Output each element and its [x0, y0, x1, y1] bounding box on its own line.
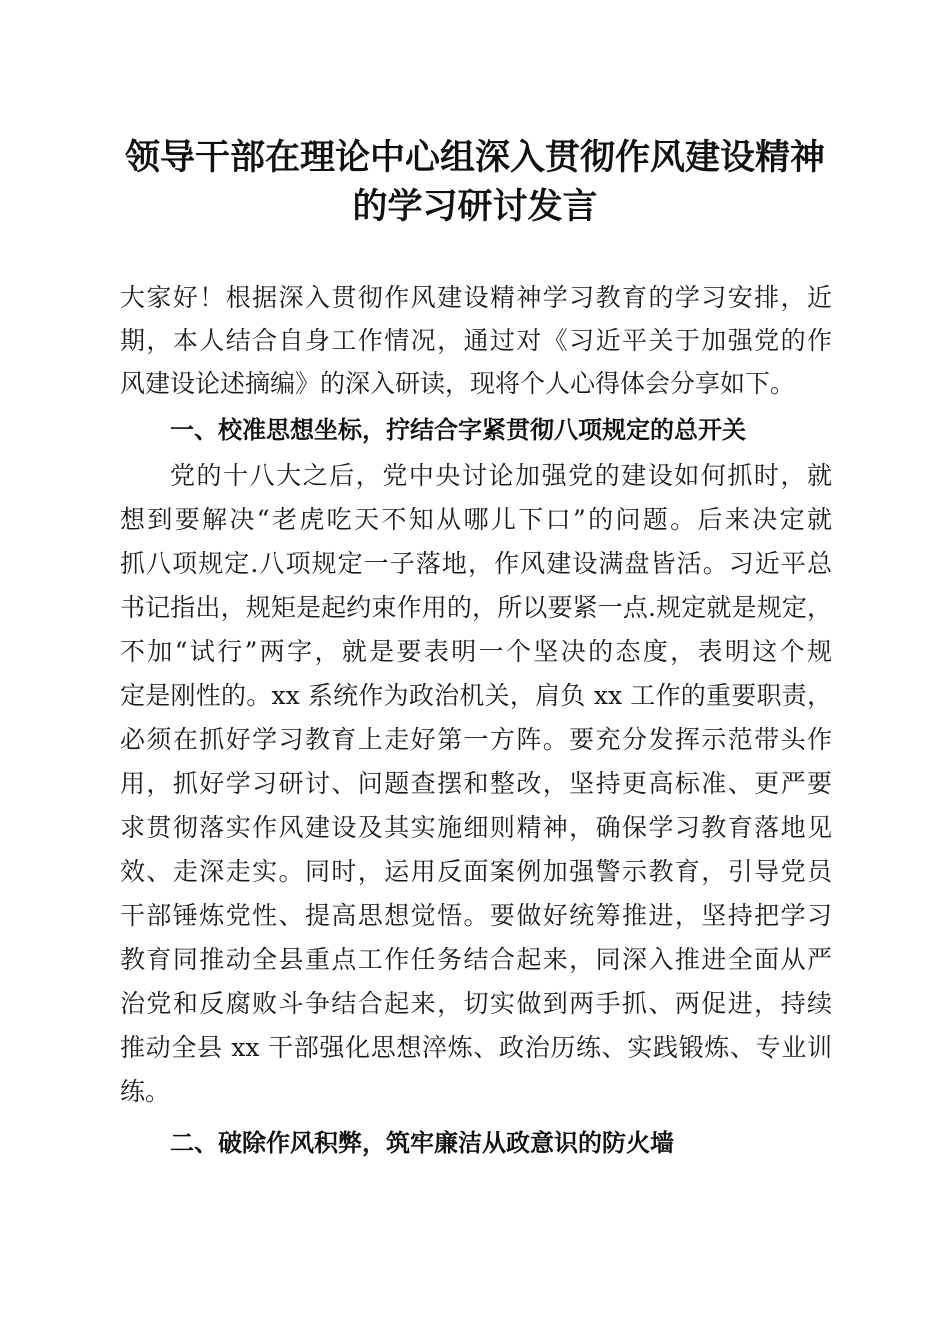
section-1-paragraph-line: 书记指出，规矩是起约束作用的，所以要紧一点.规定就是规定，: [120, 593, 832, 622]
section-1-paragraph-line: 练。: [120, 1077, 171, 1106]
section-1-paragraph-line: 用，抓好学习研讨、问题查摆和整改，坚持更高标准、更严要: [120, 769, 832, 798]
document-title-line-1: 领导干部在理论中心组深入贯彻作风建设精神: [124, 137, 825, 178]
section-1-paragraph-line: 想到要解决“老虎吃天不知从哪儿下口”的问题。后来决定就: [120, 505, 832, 534]
section-1-paragraph-line: 干部锤炼党性、提高思想觉悟。要做好统筹推进，坚持把学习: [120, 901, 832, 930]
section-2-heading: 二、破除作风积弊，筑牢廉洁从政意识的防火墙: [170, 1129, 674, 1157]
section-1-paragraph-line: 求贯彻落实作风建设及其实施细则精神，确保学习教育落地见: [120, 813, 832, 842]
section-1-paragraph-line: 教育同推动全县重点工作任务结合起来，同深入推进全面从严: [120, 945, 832, 974]
section-1-heading: 一、校准思想坐标，拧结合字紧贯彻八项规定的总开关: [170, 416, 746, 444]
section-1-paragraph-line: 必须在抓好学习教育上走好第一方阵。要充分发挥示范带头作: [120, 725, 832, 754]
document-title-line-2: 的学习研讨发言: [352, 186, 598, 227]
section-1-paragraph-line: 抓八项规定.八项规定一子落地，作风建设满盘皆活。习近平总: [120, 549, 832, 578]
section-1-paragraph-line: 党的十八大之后，党中央讨论加强党的建设如何抓时，就: [170, 461, 832, 490]
section-1-paragraph-line: 效、走深走实。同时，运用反面案例加强警示教育，引导党员: [120, 857, 832, 886]
section-1-paragraph-line: 治党和反腐败斗争结合起来，切实做到两手抓、两促进，持续: [120, 989, 832, 1018]
section-1-paragraph-line: 定是刚性的。xx 系统作为政治机关，肩负 xx 工作的重要职责，: [120, 681, 832, 710]
intro-paragraph-line: 大家好！根据深入贯彻作风建设精神学习教育的学习安排，近: [120, 283, 832, 312]
intro-paragraph-line: 风建设论述摘编》的深入研读，现将个人心得体会分享如下。: [120, 369, 796, 398]
section-1-paragraph-line: 推动全县 xx 干部强化思想淬炼、政治历练、实践锻炼、专业训: [120, 1033, 832, 1062]
section-1-paragraph-line: 不加“试行”两字，就是要表明一个坚决的态度，表明这个规: [120, 637, 832, 666]
intro-paragraph-line: 期，本人结合自身工作情况，通过对《习近平关于加强党的作: [120, 326, 832, 355]
